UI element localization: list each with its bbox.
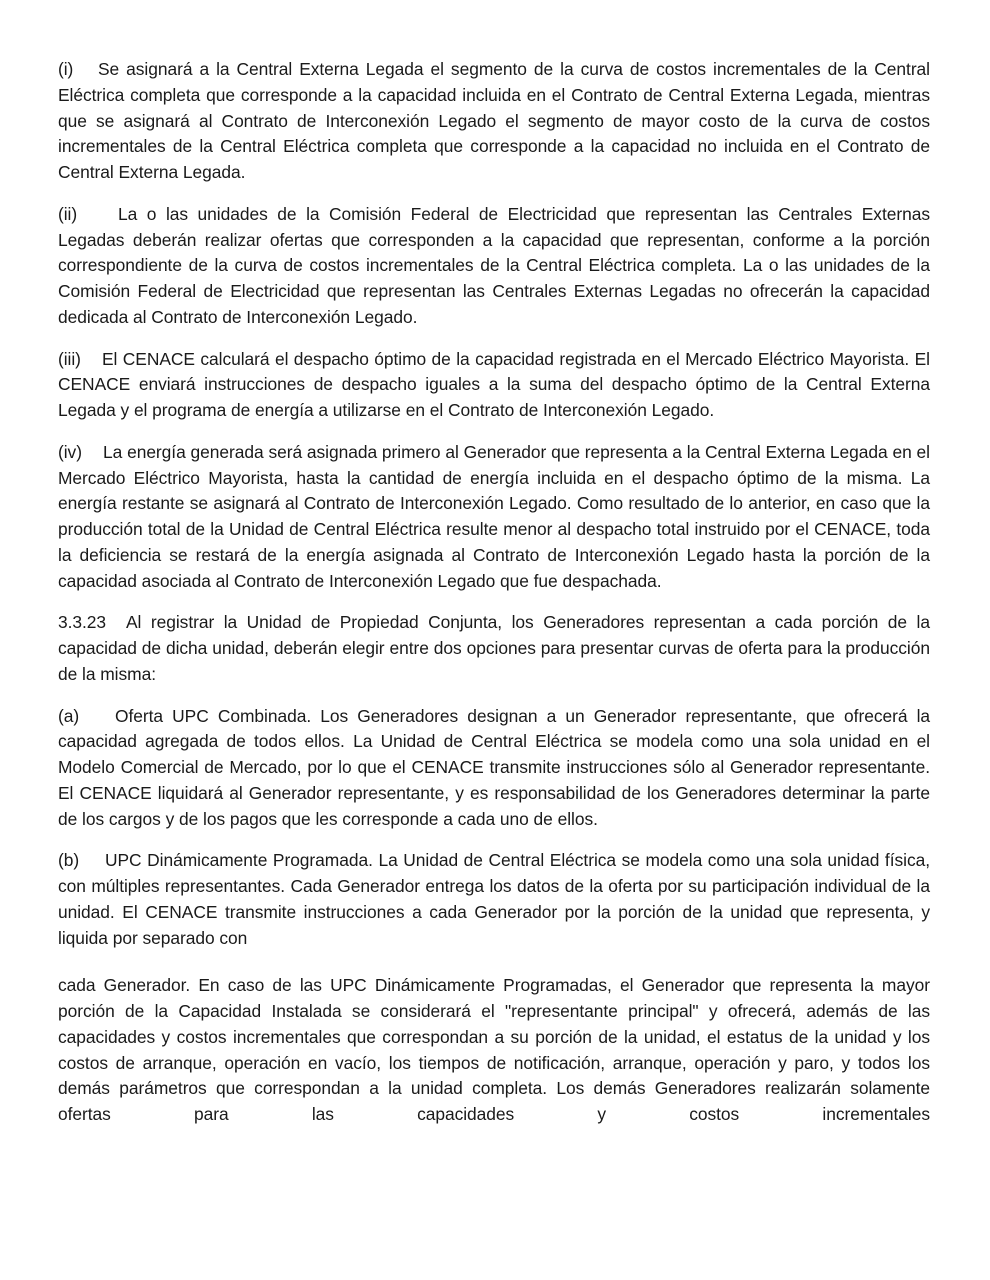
section-3-3-23	[58, 610, 930, 687]
list-marker: (a)	[58, 705, 80, 726]
paragraph-text: Oferta UPC Combinada. Los Generadores designan a un Generador representante, que ofrecerá la capacidad agregada de todos ellos. La Unidad de Central Eléctrica se modela como una sola unidad en el Modelo Comercial de Mercado, por lo que el CENACE transmite instrucciones sólo al Generador representante. El CENACE liquidará al Generador representante, y es responsabilidad de los Generadores determinar la parte de los cargos y de los pagos que les corresponde a cada uno de ellos.	[58, 705, 930, 829]
paragraph-b-continuation	[58, 973, 930, 1128]
paragraph-text: Se asignará a la Central Externa Legada el segmento de la curva de costos incrementales de la Central Eléctrica completa que corresponde a la capacidad incluida en el Contrato de Central Externa Legada, mientras que se asignará al Contrato de Interconexión Legado el segmento de mayor costo de la curva de costos incrementales de la Central Eléctrica completa que corresponde a la capacidad no incluida en el Contrato de Central Externa Legada.	[58, 59, 930, 182]
list-marker: (iii)	[58, 348, 81, 369]
list-marker: (b)	[58, 850, 80, 871]
paragraph-ii	[58, 202, 930, 331]
section-number: 3.3.23	[58, 612, 107, 633]
list-marker: (ii)	[58, 203, 78, 224]
paragraph-text: El CENACE calculará el despacho óptimo de la capacidad registrada en el Mercado Eléctrico Mayorista. El CENACE enviará instrucciones de despacho iguales a la suma del despacho óptimo de la Central Externa Legada y el programa de energía a utilizarse en el Contrato de Interconexión Legado.	[58, 348, 930, 420]
list-marker: (i)	[58, 59, 74, 79]
paragraph-a	[58, 704, 930, 833]
paragraph-text: La o las unidades de la Comisión Federal de Electricidad que representan las Centrales Externas Legadas deberán realizar ofertas que corresponden a la capacidad que representan, conforme a la porción correspondiente de la curva de costos incrementales de la Central Eléctrica completa. La o las unidades de la Comisión Federal de Electricidad que representan las Centrales Externas Legadas no ofrecerán la capacidad dedicada al Contrato de Interconexión Legado.	[58, 203, 930, 327]
paragraph-iv	[58, 440, 930, 595]
paragraph-iii	[58, 347, 930, 424]
list-marker: (iv)	[58, 441, 82, 462]
paragraph-text: Al registrar la Unidad de Propiedad Conjunta, los Generadores representan a cada porción de la capacidad de dicha unidad, deberán elegir entre dos opciones para presentar curvas de oferta para la producción de la misma:	[58, 612, 930, 684]
paragraph-i	[58, 57, 930, 186]
paragraph-b	[58, 848, 930, 951]
document-page	[58, 57, 930, 1144]
paragraph-text: cada Generador. En caso de las UPC Dinámicamente Programadas, el Generador que representa la mayor porción de la Capacidad Instalada se considerará el "representante principal" y ofrecerá, además de las capacidades y costos incrementales que correspondan a su porción de la unidad, el estatus de la unidad y los costos de arranque, operación en vacío, los tiempos de notificación, arranque, operación y paro, y todos los demás parámetros que correspondan a la unidad completa. Los demás Generadores realizarán solamente ofertas para las capacidades y costos incrementales	[58, 975, 930, 1124]
paragraph-text: UPC Dinámicamente Programada. La Unidad de Central Eléctrica se modela como una sola unidad física, con múltiples representantes. Cada Generador entrega los datos de la oferta por su participación individual de la unidad. El CENACE transmite instrucciones a cada Generador por la porción de la unidad que representa, y liquida por separado con	[58, 850, 930, 948]
paragraph-text: La energía generada será asignada primero al Generador que representa a la Central Externa Legada en el Mercado Eléctrico Mayorista, hasta la cantidad de energía incluida en el despacho óptimo de la misma. La energía restante se asignará al Contrato de Interconexión Legado. Como resultado de lo anterior, en caso que la producción total de la Unidad de Central Eléctrica resulte menor al despacho total instruido por el CENACE, toda la deficiencia se restará de la energía asignada al Contrato de Interconexión Legado hasta la porción de la capacidad asociada al Contrato de Interconexión Legado que fue despachada.	[58, 441, 930, 591]
